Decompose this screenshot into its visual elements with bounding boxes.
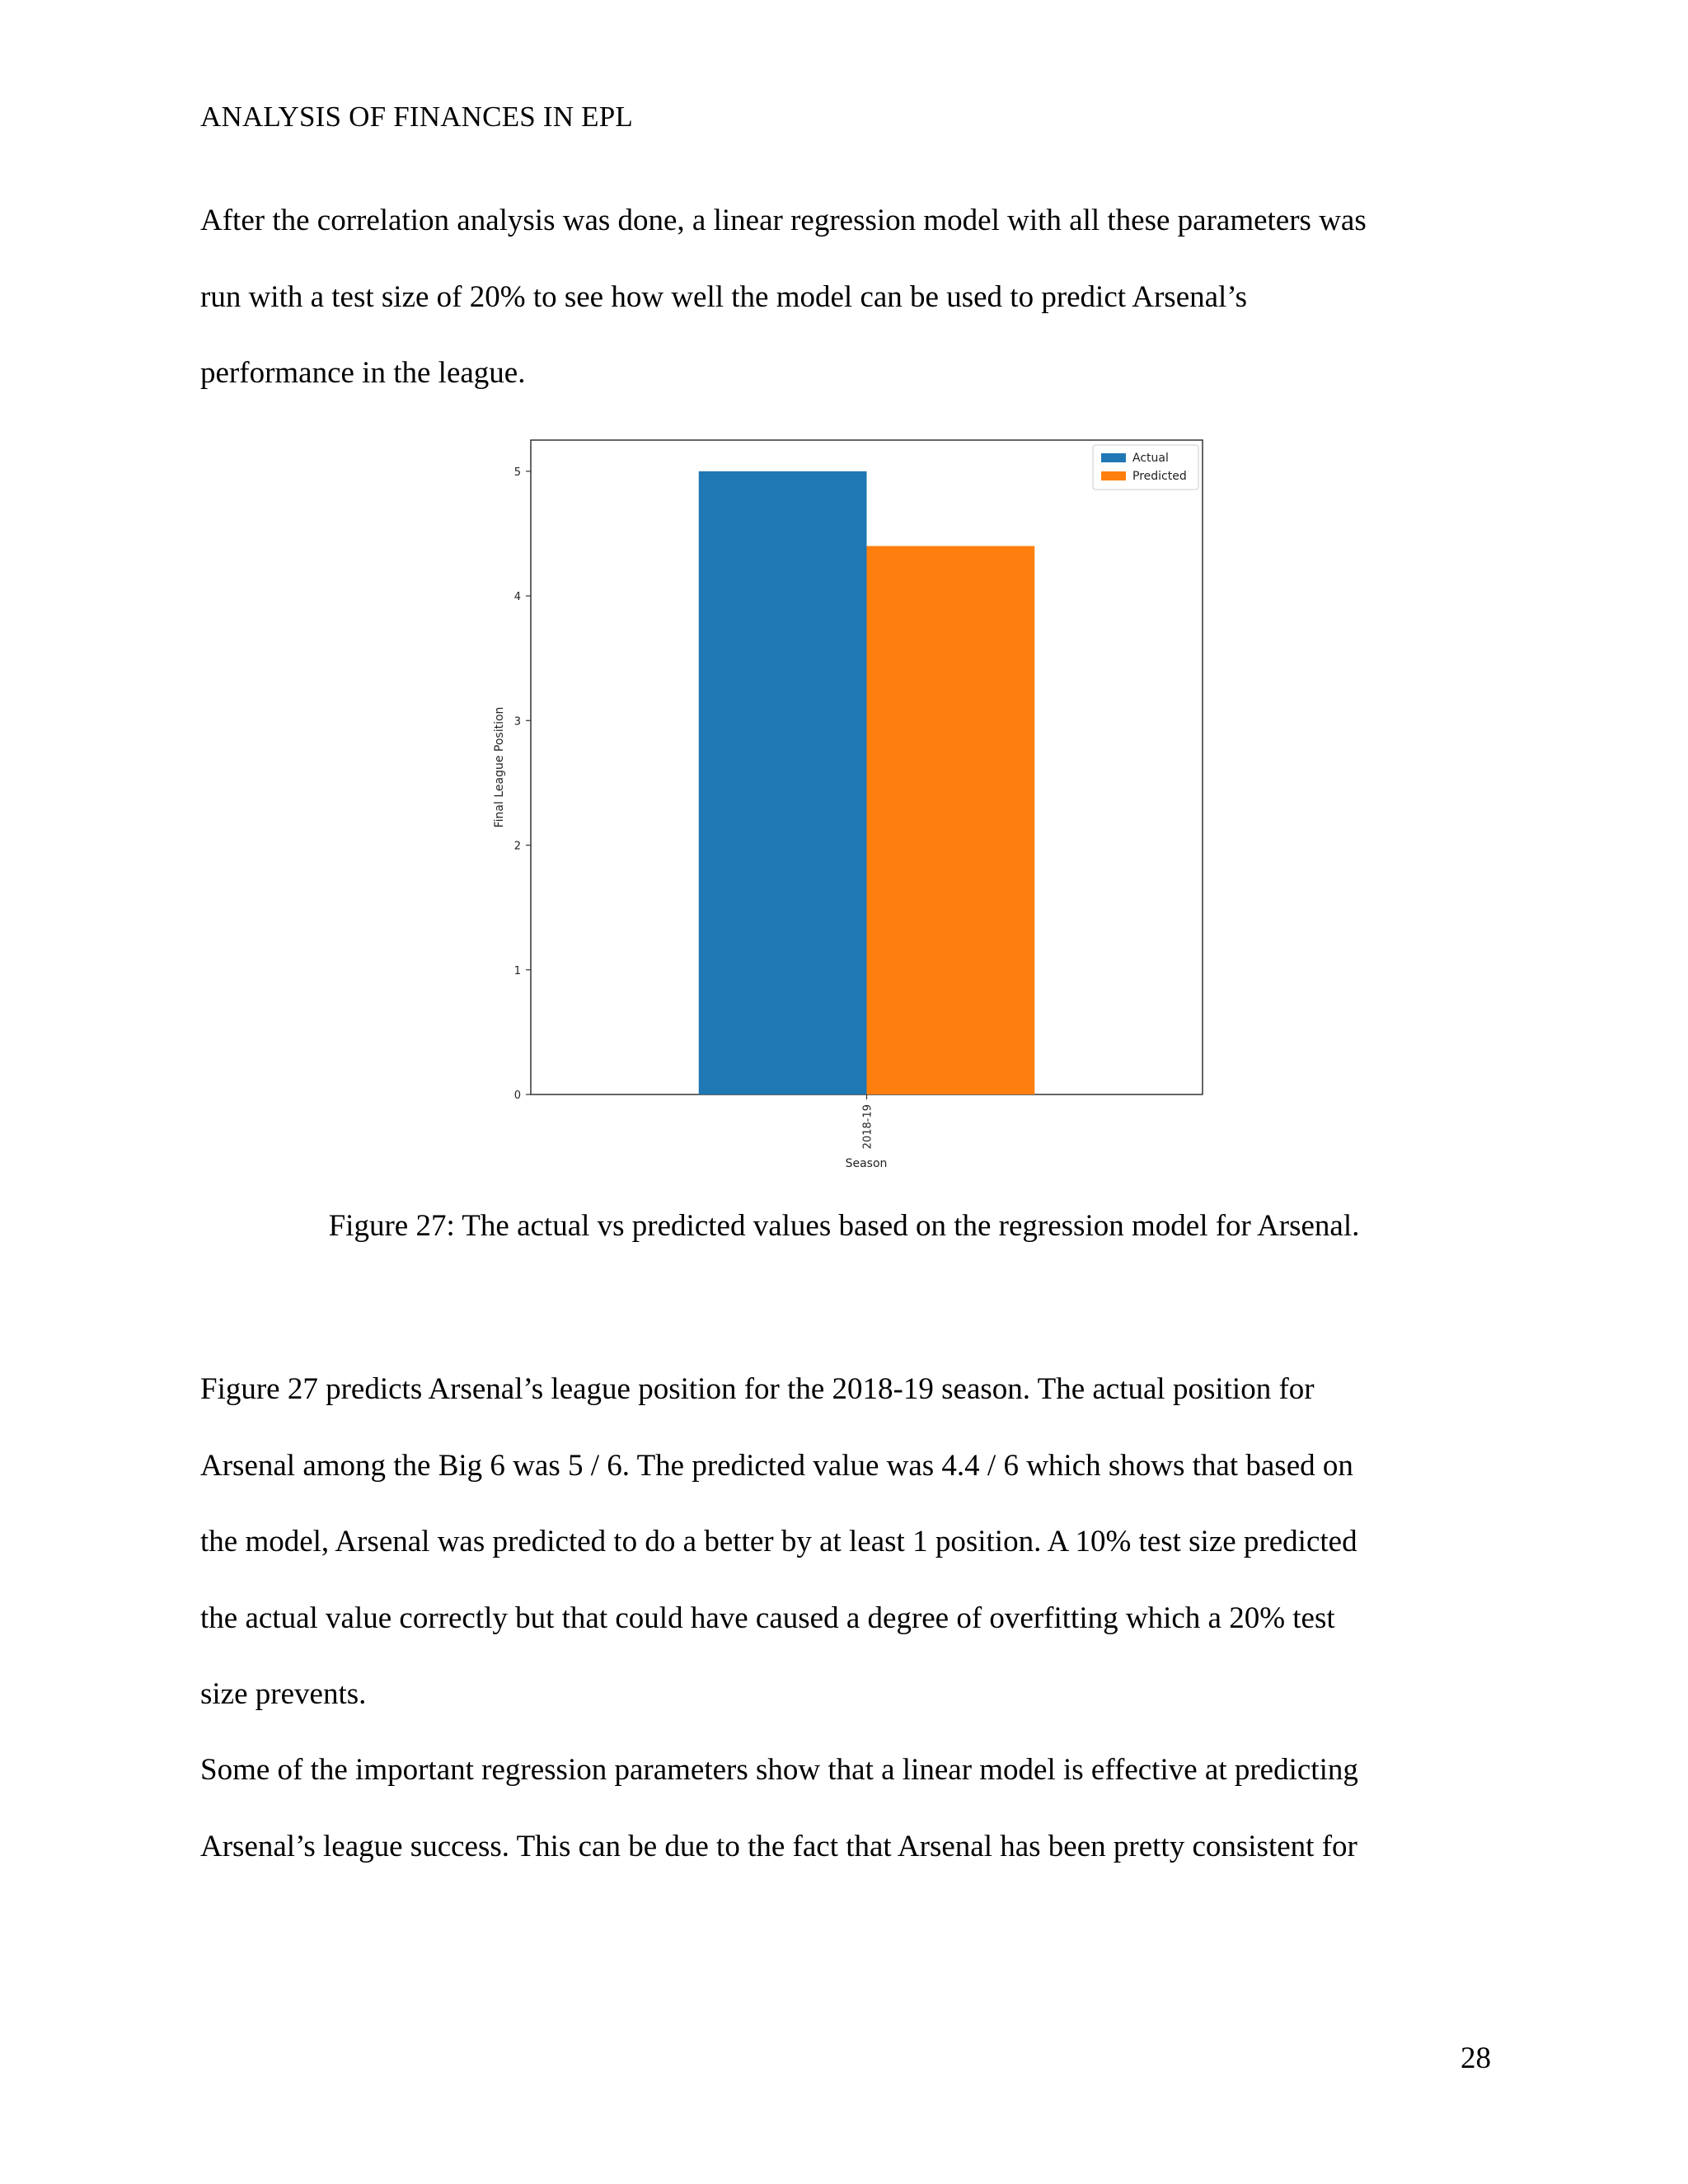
legend-label-predicted: Predicted bbox=[1132, 470, 1187, 483]
text-line: Some of the important regression parameters show that a linear model is effective at predicting bbox=[200, 1753, 1358, 1787]
running-head: ANALYSIS OF FINANCES IN EPL bbox=[200, 101, 633, 133]
y-tick-label: 1 bbox=[513, 964, 521, 977]
text-line: the model, Arsenal was predicted to do a better by at least 1 position. A 10% test size predicted bbox=[200, 1525, 1357, 1558]
y-tick-label: 5 bbox=[513, 466, 521, 479]
paragraph-regression bbox=[200, 1732, 1503, 1885]
legend-swatch-predicted bbox=[1101, 471, 1126, 480]
bars-group bbox=[699, 471, 1035, 1094]
bar-actual bbox=[699, 471, 867, 1094]
y-axis-label: Final League Position bbox=[493, 706, 506, 828]
y-tick-label: 2 bbox=[513, 840, 521, 853]
x-axis-label: Season bbox=[845, 1157, 888, 1170]
text-line: Arsenal’s league success. This can be due to the fact that Arsenal has been pretty consistent for bbox=[200, 1829, 1357, 1863]
legend-label-actual: Actual bbox=[1132, 452, 1169, 465]
y-axis bbox=[514, 466, 531, 1102]
y-tick-label: 0 bbox=[513, 1090, 521, 1102]
paragraph-analysis bbox=[200, 1352, 1503, 1733]
paragraph-intro bbox=[200, 183, 1503, 412]
page-number: 28 bbox=[1461, 2041, 1491, 2075]
text-line: Figure 27 predicts Arsenal’s league position for the 2018-19 season. The actual position for bbox=[200, 1372, 1315, 1406]
text-line: run with a test size of 20% to see how well the model can be used to predict Arsenal’s bbox=[200, 279, 1247, 314]
text-line: the actual value correctly but that could have caused a degree of overfitting which a 20% test bbox=[200, 1601, 1335, 1635]
bar-predicted bbox=[867, 546, 1035, 1094]
legend bbox=[1093, 445, 1198, 490]
y-tick-label: 3 bbox=[513, 715, 521, 729]
y-tick-label: 4 bbox=[513, 591, 521, 604]
text-line: performance in the league. bbox=[200, 356, 526, 390]
x-tick-label: 2018-19 bbox=[861, 1104, 874, 1150]
text-line: Arsenal among the Big 6 was 5 / 6. The predicted value was 4.4 / 6 which shows that based on bbox=[200, 1448, 1353, 1483]
text-line: size prevents. bbox=[200, 1677, 367, 1711]
x-axis bbox=[862, 1094, 874, 1149]
text-line: After the correlation analysis was done, a linear regression model with all these parameters was bbox=[200, 204, 1367, 237]
figure-caption: Figure 27: The actual vs predicted values based on the regression model for Arsenal. bbox=[328, 1209, 1360, 1243]
bar-chart bbox=[462, 429, 1220, 1187]
legend-swatch-actual bbox=[1101, 453, 1126, 462]
